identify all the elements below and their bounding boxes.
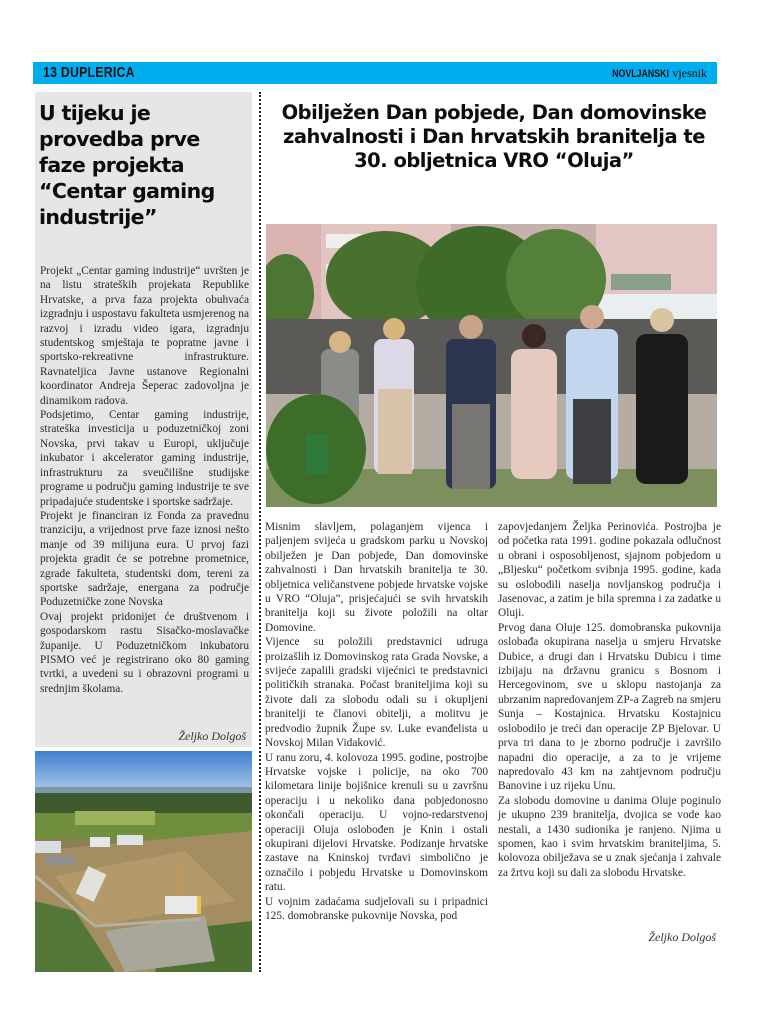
paragraph: U ranu zoru, 4. kolovoza 1995. godine, postrojbe Hrvatske vojske i policije, na oko 700 kilometara linije bojišnice krenuli su u završnu operaciju i u nekoliko dana pobjedonosno okončali operaciju. U vojno-redarstvenoj operaciji Oluja oslobođen je Knin i ostali okupirani dijelovi Hrvatske. Podizanje hrvatske zastave na Kninskoj tvrđavi simbolično je označilo i pobjedu Hrvatske u Domovinskom ratu. [265,751,488,894]
paragraph: Vijence su položili predstavnici udruga proizašlih iz Domovinskog rata Grada Novske, a svijeće zapalili gradski vijećnici te predstavnici političkih stranaka. Počast braniteljima koji su živote dali za slobodu odali su i okupljeni branitelji te članovi obitelji, a molitvu je predvodio župnik Župe sv. Luke evanđelista u Novskoj Milan Vidaković. [265,636,488,750]
paragraph: Projekt je financiran iz Fonda za pravednu tranziciju, a vrijednost prve faze iznosi nešto manje od 39 milijuna eura. U prvoj fazi projekta gradit će se potrebne prometnice, zgrade fakulteta, studentski dom, tereni za sportske sadržaje, energana za područje Poduzetničke zone Novska [40,509,249,609]
paragraph: U vojnim zadaćama sudjelovali su i pripadnici 125. domobranske pukovnije Novska, pod [265,895,488,922]
sidebar-author-byline: Željko Dolgoš [178,729,246,743]
aerial-construction-photo [35,751,252,972]
masthead [598,66,707,81]
paragraph: zapovjedanjem Željka Perinovića. Postrojba je od početka rata 1991. godine pokazala odlučnost u obrani i osposobljenost, sjajnom pobjedom u „Bljesku“ početkom svibnja 1995. godine, kada su oslobodili naselja novljanskog područja i Jasenovac, a zatim je bila spremna i za zadatke u Oluji. [498,521,721,620]
paragraph: Za slobodu domovine u danima Oluje poginulo je ukupno 239 branitelja, dvojica se vode kao nestali, a 1430 sudionika je ranjeno. Njima u spomen, kao i svim hrvatskim braniteljima, 5. kolovoza obilježava se u znak sjećanja i zahvale za žrtvu koji su dali za slobodu Hrvatske. [498,794,721,879]
section-header-bar [33,62,717,84]
aerial-photo-illustration [35,751,252,972]
column-divider [259,92,261,972]
main-article-title: Obilježen Dan pobjede, Dan domovinske zahvalnosti i Dan hrvatskih branitelja te 30. obljetnica VRO “Oluja” [281,101,707,172]
sidebar-article-title: U tijeku je provedba prve faze projekta “Centar gaming industrije” [39,101,215,229]
sidebar-article-body [40,264,249,696]
masthead-bold: NOVLJANSKI [612,68,670,80]
paragraph: Misnim slavljem, polaganjem vijenca i paljenjem svijeća u gradskom parku u Novskoj obilježen je Dan pobjede, Dan domovinske zahvalnosti i Dan hrvatskih branitelja te 30. obljetnica veličanstvene pobjede hrvatske vojske u VRO “Oluja”, prisjećajući se svih hrvatskih branitelja koji su živote položili na oltar Domovine. [265,521,488,634]
main-article-column-2 [498,520,721,880]
commemoration-group-photo [266,224,717,507]
paragraph: Podsjetimo, Centar gaming industrije, strateška investicija u poduzetničkoj zoni Novska, prvi takav u Europi, uključuje inkubator i akcelerator gaming industrije, infrastrukturu za sveučilišne studijske programe u području gaming industrije te sve pripadajuće studentske i sportske sadržaje. [40,409,249,508]
paragraph: Prvog dana Oluje 125. domobranska pukovnija oslobađa okupirana naselja u smjeru Hrvatske Dubice, a drugi dan i Hrvatsku Dubicu i time izbijaju na državnu granicu s Bosnom i Hercegovinom, sve u sklopu nastojanja za ubrzanim napredovanjem ZP-a Zagreb na smjeru Sunja – Kostajnica. Hrvatsku Kostajnicu oslobodilo je treći dan operacije ZP Bjelovar. U prva tri dana to je zborno područje i završilo napadni dio operacije, a za to je vrijeme napredovalo 43 km na zahtjevnom području Banovine i uz rijeku Unu. [498,621,721,793]
main-author-byline: Željko Dolgoš [648,930,716,944]
main-article-column-1 [265,520,488,923]
masthead-regular: vjesnik [672,66,707,80]
sidebar-article [35,92,252,747]
group-photo-illustration [266,224,717,507]
paragraph: Ovaj projekt pridonijet će društvenom i gospodarskom rastu Sisačko-moslavačke županije. U Poduzetničkom inkubatoru PISMO već je registrirano oko 80 gaming tvrtki, a uvedeni su i obrazovni programi u srednjim školama. [40,610,249,695]
page-label: 13 DUPLERICA [43,64,135,81]
paragraph: Projekt „Centar gaming industrije“ uvršten je na listu strateških projekata Republike Hrvatske, a prva faza projekta obuhvaća izgradnju i uspostavu fakulteta usmjerenog na razvoj i izradu video igara, izgradnju studentskog smještaja te popratne javne i sportsko-rekreativne infrastrukture. Ravnateljica Javne ustanove Regionalni koordinator Andreja Šeperac zadovoljna je dinamikom radova. [40,265,249,407]
